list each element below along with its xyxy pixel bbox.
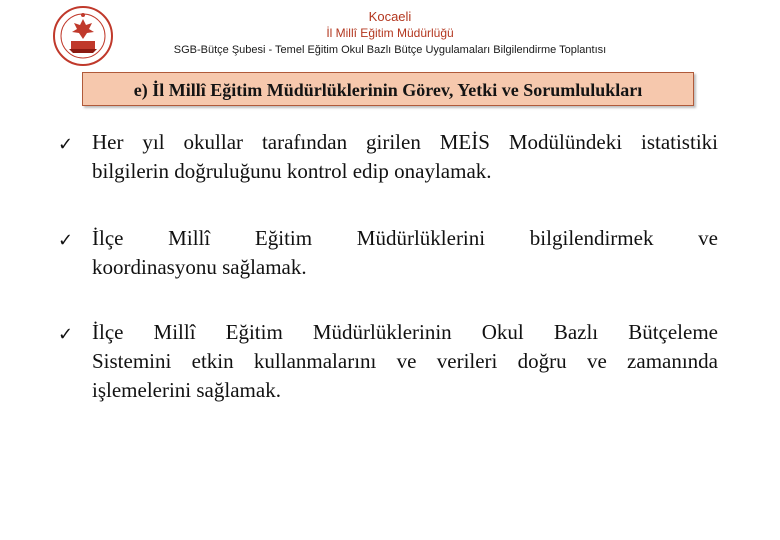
bullet-3-line-3: işlemelerini sağlamak. <box>92 378 281 402</box>
header-directorate: İl Millî Eğitim Müdürlüğü <box>326 26 454 40</box>
section-title-bar <box>82 72 694 106</box>
bullet-1-line-1: Her yıl okullar tarafından girilen MEİS Modülündeki istatistiki <box>92 130 718 154</box>
bullet-2-line-2: koordinasyonu sağlamak. <box>92 255 307 279</box>
bullet-3-line-2: Sistemini etkin kullanmalarını ve verileri doğru ve zamanında <box>92 349 718 373</box>
bullet-item-2 <box>92 224 718 282</box>
header-subtitle: SGB-Bütçe Şubesi - Temel Eğitim Okul Bazlı Bütçe Uygulamaları Bilgilendirme Toplantısı <box>173 44 607 56</box>
bullet-1-line-2: bilgilerin doğruluğunu kontrol edip onaylamak. <box>92 159 492 183</box>
check-icon: ✓ <box>58 230 74 251</box>
slide-header <box>0 0 780 66</box>
header-city: Kocaeli <box>368 9 412 24</box>
section-title: e) İl Millî Eğitim Müdürlüklerinin Görev, Yetki ve Sorumlulukları <box>133 80 643 100</box>
check-icon: ✓ <box>58 324 74 345</box>
bullet-2-line-1: İlçe Millî Eğitim Müdürlüklerini bilgilendirmek ve <box>92 226 718 250</box>
check-icon: ✓ <box>58 134 74 155</box>
bullet-3-line-1: İlçe Millî Eğitim Müdürlüklerinin Okul Bazlı Bütçeleme <box>92 320 718 344</box>
bullet-item-3 <box>92 318 718 405</box>
bullet-item-1 <box>92 128 718 186</box>
